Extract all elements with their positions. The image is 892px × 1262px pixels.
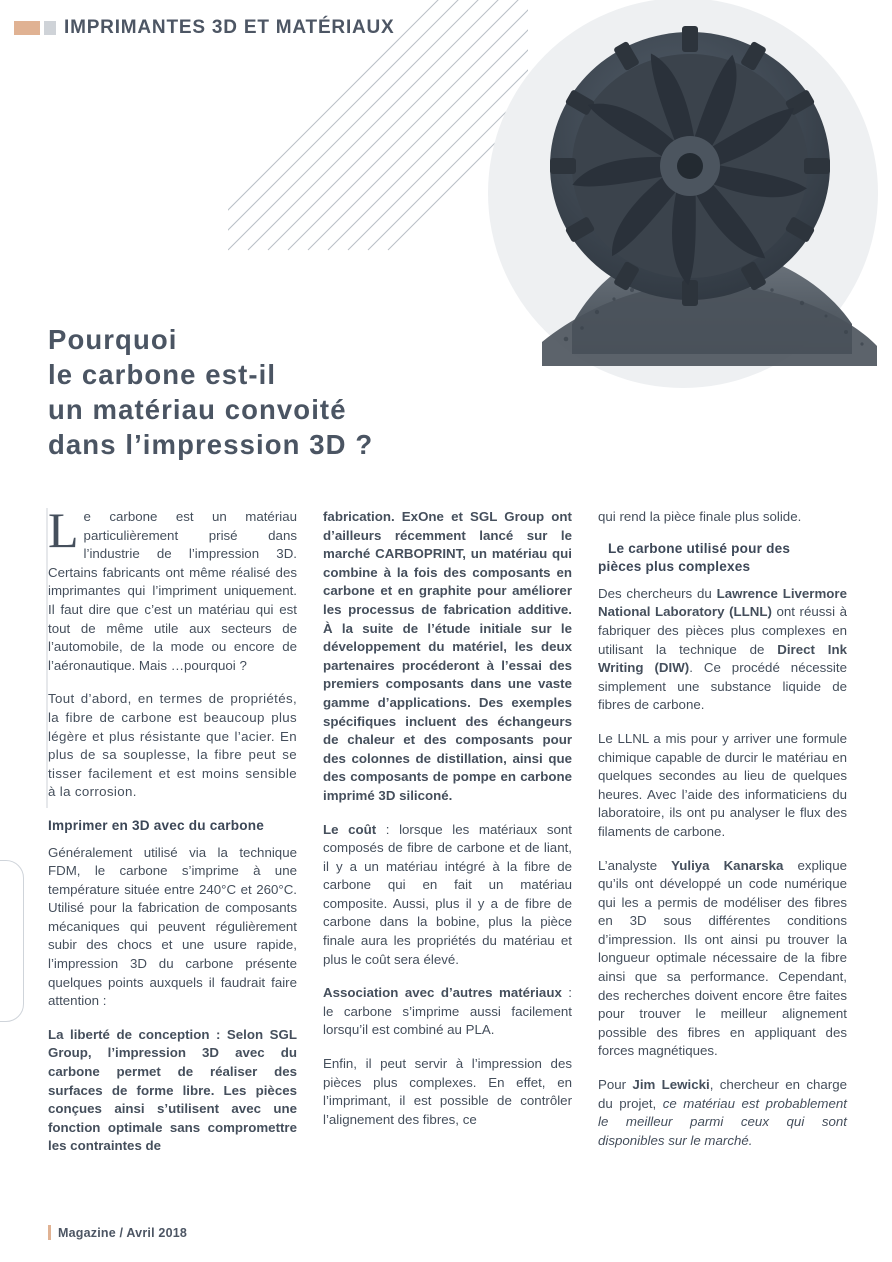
paragraph: Généralement utilisé via la technique FDM, le carbone s’imprime à une température située entre 240°C et 260°C. Utilisé pour la fabrication de composants mécaniques qui peuvent régulièrement subir des chocs et une usure rapide, l’impression 3D du carbone présente quelques points auxquels il faudrait faire attention : xyxy=(48,844,297,1009)
header-kicker: IMPRIMANTES 3D ET MATÉRIAUX xyxy=(64,17,395,38)
column-left xyxy=(48,502,297,1171)
section-heading-line-1: Le carbone utilisé pour des xyxy=(608,540,791,556)
footer xyxy=(48,1225,187,1240)
page-title-line-4: dans l’impression 3D ? xyxy=(48,429,374,460)
paragraph xyxy=(323,984,572,1040)
paragraph: Enfin, il peut servir à l’impression des pièces plus complexes. En effet, en l’imprimant, il est possible de contrôler l’alignement des fibres, ce xyxy=(323,1056,572,1127)
inline-bold-llnl: Lawrence Livermore National Laboratory (LLNL) xyxy=(598,585,848,620)
column-middle xyxy=(323,508,572,1171)
paragraph-text: , chercheur en charge du projet, xyxy=(598,1077,847,1111)
footer-text: Magazine / Avril 2018 xyxy=(58,1225,188,1240)
paragraph-text: L’analyste xyxy=(598,857,672,873)
page-title-line-1: Pourquoi xyxy=(48,324,178,355)
footer-accent-bar xyxy=(48,1225,51,1240)
inline-bold-jim-lewicki: Jim Lewicki xyxy=(632,1077,710,1093)
article-body xyxy=(48,502,848,1171)
paragraph-text: : le carbone s’imprime aussi facilement lorsqu’il est combiné au PLA. xyxy=(323,985,572,1038)
paragraph xyxy=(598,585,847,715)
header-grey-swatch xyxy=(44,21,56,35)
page-title-line-3: un matériau convoité xyxy=(48,394,347,425)
inline-italic-quote: ce matériau est probablement le meilleur parmi ceux qui sont disponibles sur le marché. xyxy=(598,1095,847,1148)
section-heading-line-2: pièces plus complexes xyxy=(598,559,751,575)
page-title xyxy=(48,322,518,462)
paragraph-text: explique qu’ils ont développé un code numérique qui les a permis de modéliser des fibres en 3D sous différentes conditions d’impression. Ils ont ainsi pu trouver la longueur optimale nécessaire de la fibre ainsi que sa performance. Cependant, des recherches doivent encore être faites pour trouver le meilleur alignement possible des fibres en appliquant des forces magnétiques. xyxy=(598,857,847,1059)
paragraph: qui rend la pièce finale plus solide. xyxy=(598,509,802,524)
paragraph xyxy=(598,1076,847,1150)
page-title-line-2: le carbone est-il xyxy=(48,359,277,390)
inline-bold-yuliya-kanarska: Yuliya Kanarska xyxy=(671,857,784,873)
header-accent-swatch xyxy=(14,21,40,35)
paragraph: Le carbone est un matériau particulièrement prisé dans l’industrie de l’impression 3D. Certains fabricants ont même réalisé des imprimantes qui l’impriment uniquement. Il faut dire que c’est un matériau qui est tout de même utile aux secteurs de l’automobile, de la mode ou encore de l’aéronautique. Mais …pourquoi ? xyxy=(48,502,297,673)
paragraph-bold: fabrication. ExOne et SGL Group ont d’ailleurs récemment lancé sur le marché CARBOPRINT, un matériau qui combine à la fois des composants en carbone et en graphite pour améliorer les processus de fabrication additive. À la suite de l’étude initiale sur le développement du matériel, les deux partenaires procéderont à l’essai des premiers composants dans une vaste gamme d’applications. Des exemples spécifiques incluent des échangeurs de chaleur et des composants pour des colonnes de distillation, ainsi que des composants de pompe en carbone imprimé 3D siliconé. xyxy=(323,509,572,803)
section-heading-pieces-complexes xyxy=(598,540,847,577)
paragraph-text: : lorsque les matériaux sont composés de fibre de carbone et de liant, il y a un matériau intégré à la fibre de carbone qui en fait un matériau composite. Aussi, plus il y a de fibre de carbone dans la bobine, plus la pièce finale aura les propriétés du matériau et plus le coût sera élevé. xyxy=(323,821,572,967)
paragraph: Le LLNL a mis pour y arriver une formule chimique capable de durcir le matériau en quelques secondes au lieu de quelques heures. Avec l’aide des informaticiens du laboratoire, ils ont pu analyser le flux des filaments de carbone. xyxy=(598,730,847,839)
paragraph xyxy=(323,821,572,970)
paragraph-bold: La liberté de conception : Selon SGL Group, l’impression 3D avec du carbone permet de réaliser des surfaces de forme libre. Les pièces conçues ainsi s’utilisent avec une fonction optimale sans compromettre les contraintes de xyxy=(48,1026,297,1154)
decorative-rounded-frame xyxy=(0,860,24,1022)
column-right xyxy=(598,508,847,1171)
paragraph-text: ont réussi à fabriquer des pièces plus complexes en utilisant la technique de xyxy=(598,604,848,657)
inline-bold-le-cout: Le coût xyxy=(323,821,377,837)
inline-bold-association: Association avec d’autres matériaux xyxy=(323,985,562,1001)
paragraph xyxy=(598,857,847,1062)
inline-bold-diw: Direct Ink Writing (DIW) xyxy=(598,641,847,676)
section-heading-imprimer-3d: Imprimer en 3D avec du carbone xyxy=(48,817,265,833)
paragraph-text: Pour xyxy=(598,1077,633,1093)
paragraph-text: . Ce procédé nécessite simplement une substance liquide de fibres de carbone. xyxy=(598,660,847,713)
paragraph-text: Des chercheurs du xyxy=(598,585,717,601)
paragraph: Tout d’abord, en termes de propriétés, la fibre de carbone est beaucoup plus légère et plus résistante que l’acier. En plus de sa souplesse, la fibre peut se tisser facilement et est moins sensible à la corrosion. xyxy=(48,691,297,800)
